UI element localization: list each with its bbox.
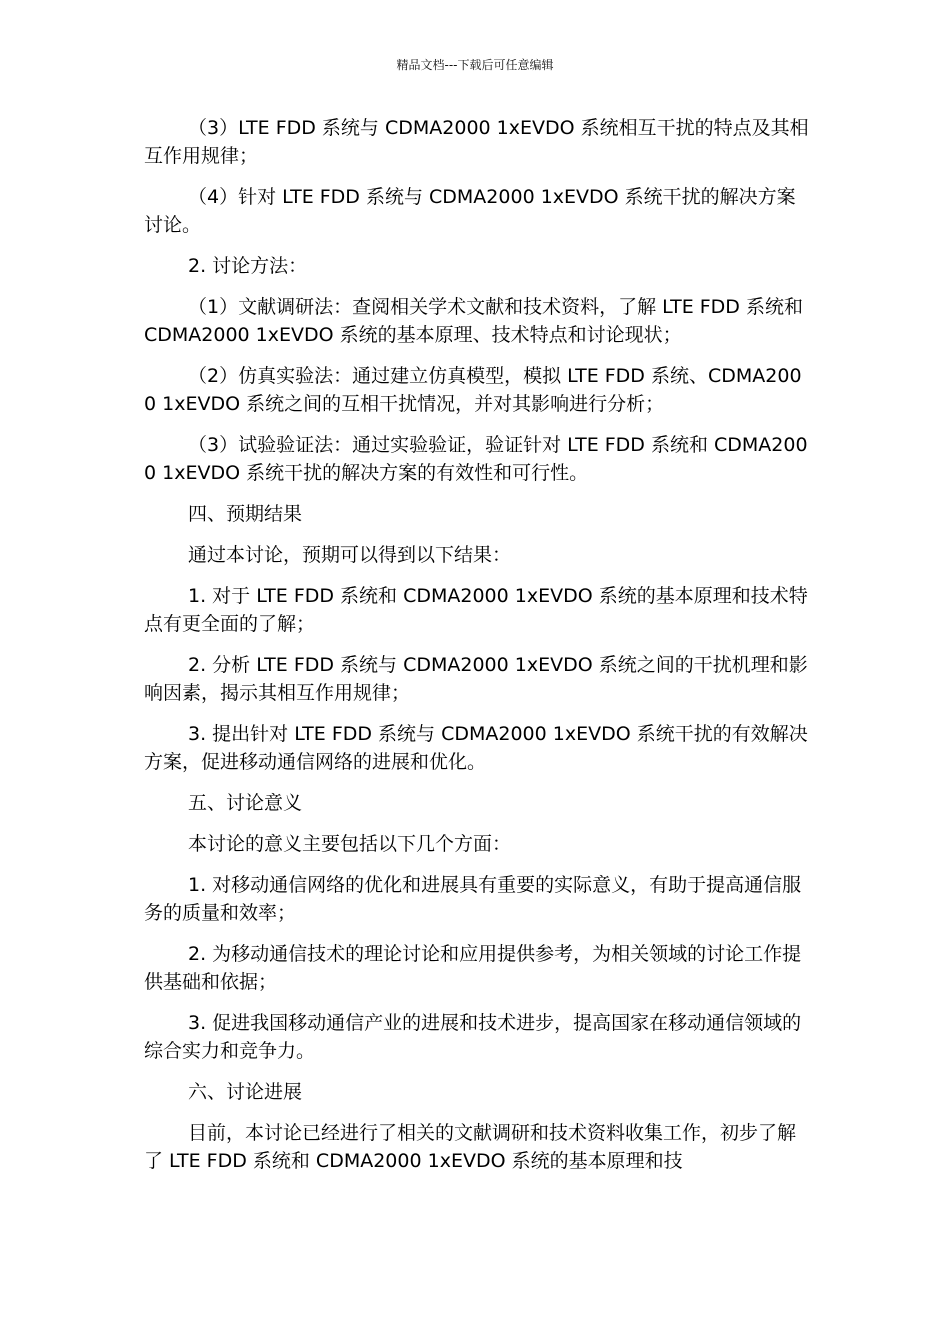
page-header: 精品文档---下载后可任意编辑 [396,58,554,72]
paragraph-method-1: （1）文献调研法：查阅相关学术文献和技术资料，了解 LTE FDD 系统和 CDMA2000 1xEVDO 系统的基本原理、技术特点和讨论现状； [144,296,803,346]
paragraph-significance-2: 2. 为移动通信技术的理论讨论和应用提供参考，为相关领域的讨论工作提供基础和依据； [144,943,802,993]
paragraph-result-2: 2. 分析 LTE FDD 系统与 CDMA2000 1xEVDO 系统之间的干扰机理和影响因素，揭示其相互作用规律； [144,654,808,704]
paragraph-significance-3: 3. 促进我国移动通信产业的进展和技术进步，提高国家在移动通信领域的综合实力和竞争力。 [144,1012,802,1062]
paragraph-item-4: （4）针对 LTE FDD 系统与 CDMA2000 1xEVDO 系统干扰的解决方案讨论。 [144,186,796,236]
paragraph-result-3: 3. 提出针对 LTE FDD 系统与 CDMA2000 1xEVDO 系统干扰的有效解决方案，促进移动通信网络的进展和优化。 [144,723,808,773]
section-heading-expected-results: 四、预期结果 [188,503,303,525]
section-subheading-methods: 2. 讨论方法： [188,255,308,277]
section-heading-significance: 五、讨论意义 [188,792,303,814]
paragraph-item-3: （3）LTE FDD 系统与 CDMA2000 1xEVDO 系统相互干扰的特点及其相互作用规律； [144,117,809,167]
section-heading-progress: 六、讨论进展 [188,1081,303,1103]
paragraph-method-3: （3）试验验证法：通过实验验证，验证针对 LTE FDD 系统和 CDMA2000 1xEVDO 系统干扰的解决方案的有效性和可行性。 [144,434,808,484]
paragraph-significance-1: 1. 对移动通信网络的优化和进展具有重要的实际意义，有助于提高通信服务的质量和效率； [144,874,802,924]
paragraph-progress: 目前，本讨论已经进行了相关的文献调研和技术资料收集工作，初步了解了 LTE FDD 系统和 CDMA2000 1xEVDO 系统的基本原理和技 [144,1122,797,1172]
paragraph-results-intro: 通过本讨论，预期可以得到以下结果： [188,544,512,566]
paragraph-method-2: （2）仿真实验法：通过建立仿真模型，模拟 LTE FDD 系统、CDMA2000 1xEVDO 系统之间的互相干扰情况，并对其影响进行分析； [144,365,802,415]
paragraph-result-1: 1. 对于 LTE FDD 系统和 CDMA2000 1xEVDO 系统的基本原理和技术特点有更全面的了解； [144,585,808,635]
document-body [144,114,810,1188]
paragraph-significance-intro: 本讨论的意义主要包括以下几个方面： [188,833,512,855]
